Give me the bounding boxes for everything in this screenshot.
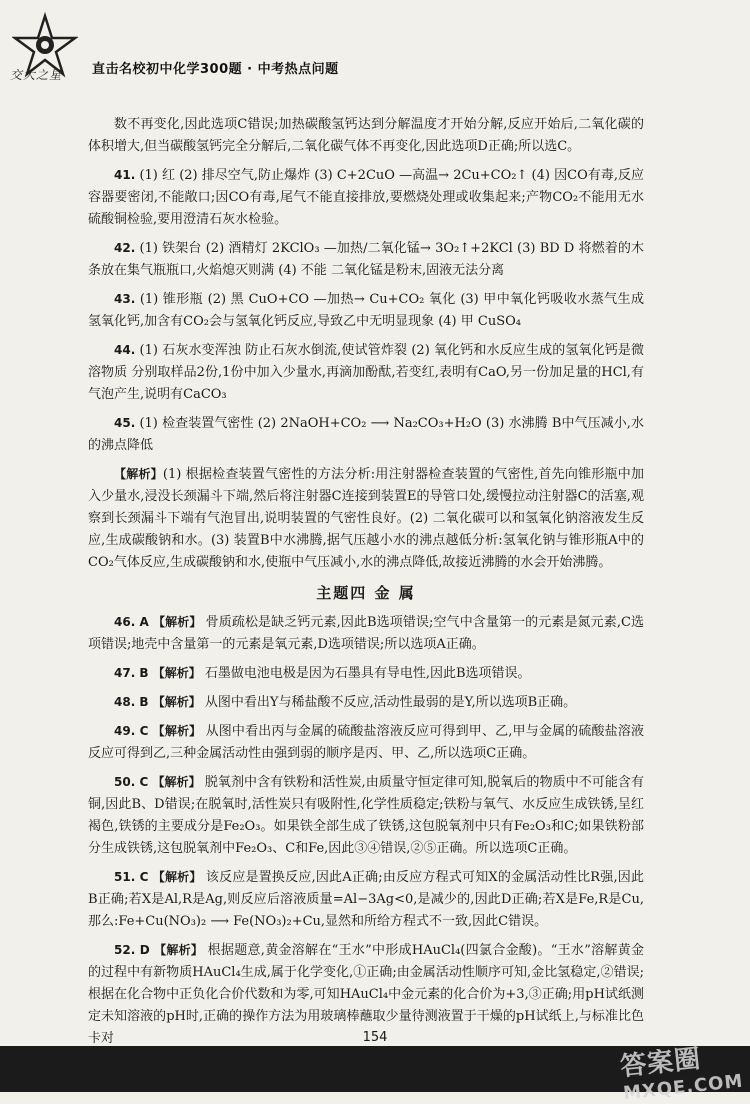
answer-item-43 [88,288,644,333]
answer-choice: B [139,666,149,680]
answer-number: 49. [114,724,136,738]
answer-item-50 [88,771,644,860]
analysis-tag: 【解析】 [152,724,202,738]
answer-number: 41. [114,168,136,182]
answer-number: 44. [114,343,136,357]
answer-text: (1) 红 (2) 排尽空气,防止爆炸 (3) C+2CuO —高温→ 2Cu+CO₂↑ (4) 因CO有毒,反应容器要密闭,不能敞口;因CO有毒,尾气不能直接排放,要燃烧处理或收集起来;产物CO₂不能用无水硫酸铜检验,要用澄清石灰水检验。 [88,168,645,227]
answer-item-42 [88,237,644,282]
answer-item-45 [88,412,644,457]
answer-item-47 [88,662,644,685]
analysis-text: 骨质疏松是缺乏钙元素,因此B选项错误;空气中含量第一的元素是氮元素,C选项错误;地壳中含量第一的元素是氧元素,D选项错误;所以选项A正确。 [88,615,644,652]
answer-choice: C [139,775,149,789]
answer-text: (1) 石灰水变浑浊 防止石灰水倒流,使试管炸裂 (2) 氧化钙和水反应生成的氢氧化钙是微溶物质 分别取样品2份,1份中加入少量水,再滴加酚酞,若变红,表明有CaO,另一份加足量的HCl,有气泡产生,说明有CaCO₃ [88,343,644,402]
answer-number: 50. [114,775,136,789]
answer-number: 51. [114,870,136,884]
intro-paragraph: 数不再变化,因此选项C错误;加热碳酸氢钙达到分解温度才开始分解,反应开始后,二氧化碳的体积增大,但当碳酸氢钙完全分解后,二氧化碳气体不再变化,因此选项D正确;所以选C。 [88,117,644,154]
answer-number: 47. [114,666,136,680]
answer-item-41 [88,164,644,231]
watermark-line2: MXQE.COM [622,1070,745,1104]
answer-item-51 [88,866,644,933]
logo-text: 交大之星 [10,68,63,82]
answer-item-49 [88,720,644,765]
answer-choice: D [139,943,150,957]
analysis-tag: 【解析】 [152,775,201,789]
answer-list-metals [88,611,644,1050]
analysis-tag: 【解析】 [152,870,202,884]
answer-text: (1) 检查装置气密性 (2) 2NaOH+CO₂ ⟶ Na₂CO₃+H₂O (3) 水沸腾 B中气压减小,水的沸点降低 [88,416,644,453]
answer-choice: C [139,870,149,884]
answer-list-chemistry [88,164,644,457]
answer-item-46 [88,611,644,656]
answer-number: 42. [114,241,136,255]
analysis-tag: 【解析】 [114,467,163,481]
answer-choice: A [139,615,149,629]
analysis-tag: 【解析】 [152,695,201,709]
analysis-45 [88,463,644,574]
page-header [0,0,750,92]
answer-text: (1) 铁架台 (2) 酒精灯 2KClO₃ —加热/二氧化锰→ 3O₂↑+2KCl (3) BD D 将燃着的木条放在集气瓶瓶口,火焰熄灭则满 (4) 不能 二氧化锰是粉末,固液无法分离 [88,241,644,278]
analysis-text: 石墨做电池电极是因为石墨具有导电性,因此B选项错误。 [204,666,531,681]
page-number: 154 [362,1030,388,1045]
answer-number: 43. [114,292,136,306]
answer-number: 48. [114,695,136,709]
analysis-tag: 【解析】 [154,943,204,957]
analysis-text: 从图中看出丙与金属的硫酸盐溶液反应可得到甲、乙,甲与金属的硫酸盐溶液反应可得到乙,三种金属活动性由强到弱的顺序是丙、甲、乙,所以选项C正确。 [88,724,644,761]
page-content [88,114,644,1056]
series-title: 直击名校初中化学300题 · 中考热点问题 [92,62,339,77]
analysis-tag: 【解析】 [153,615,202,629]
answer-choice: B [139,695,149,709]
watermark [619,1034,745,1104]
analysis-tag: 【解析】 [152,666,201,680]
answer-number: 52. [114,943,136,957]
analysis-text: 从图中看出Y与稀盐酸不反应,活动性最弱的是Y,所以选项B正确。 [204,695,577,710]
analysis-text: 脱氧剂中含有铁粉和活性炭,由质量守恒定律可知,脱氧后的物质中不可能含有铜,因此B、D错误;在脱氧时,活性炭只有吸附性,化学性质稳定;铁粉与氧气、水反应生成铁锈,呈红褐色,铁锈的主要成分是Fe₂O₃。如果铁全部生成了铁锈,这包脱氧剂中只有Fe₂O₃和C;如果铁粉部分生成铁锈,这包脱氧剂中Fe₂O₃、C和Fe,因此③④错误,②⑤正确。所以选项C正确。 [88,775,644,856]
watermark-line1: 答案圈 [619,1043,703,1083]
answer-choice: C [139,724,149,738]
answer-number: 46. [114,615,136,629]
answer-item-44 [88,339,644,406]
analysis-text: 根据题意,黄金溶解在“王水”中形成HAuCl₄(四氯合金酸)。“王水”溶解黄金的过程中有新物质HAuCl₄生成,属于化学变化,①正确;由金属活动性顺序可知,金比氢稳定,②错误;根据在化合物中正负化合价代数和为零,可知HAuCl₄中金元素的化合价为+3,③正确;用pH试纸测定未知溶液的pH时,正确的操作方法为用玻璃棒蘸取少量待测液置于干燥的pH试纸上,与标准比色卡对 [88,943,644,1046]
answer-number: 45. [114,416,136,430]
section-title: 主题四 金 属 [316,584,416,602]
analysis-text: (1) 根据检查装置气密性的方法分析:用注射器检查装置的气密性,首先向锥形瓶中加入少量水,浸没长颈漏斗下端,然后将注射器C连接到装置E的导管口处,缓慢拉动注射器C的活塞,观察到长颈漏斗下端有气泡冒出,说明装置的气密性良好。(2) 二氧化碳可以和氢氧化钠溶液发生反应,生成碳酸钠和水。(3) 装置B中水沸腾,据气压越小水的沸点越低分析:氢氧化钠与锥形瓶A中的CO₂气体反应,生成碳酸钠和水,使瓶中气压减小,水的沸点降低,故接近沸腾的水会开始沸腾。 [88,467,644,570]
answer-item-48 [88,691,644,714]
analysis-text: 该反应是置换反应,因此A正确;由反应方程式可知X的金属活动性比R强,因此B正确;若X是Al,R是Ag,则反应后溶液质量=Al−3Ag<0,是减少的,因此D正确;若X是Fe,R是Cu,那么:Fe+Cu(NO₃)₂ ⟶ Fe(NO₃)₂+Cu,显然和所给方程式不一致,因此C错误。 [88,870,645,929]
answer-text: (1) 锥形瓶 (2) 黑 CuO+CO —加热→ Cu+CO₂ 氧化 (3) 甲中氧化钙吸收水蒸气生成氢氧化钙,加含有CO₂会与氢氧化钙反应,导致乙中无明显现象 (4) 甲 CuSO₄ [88,292,644,329]
